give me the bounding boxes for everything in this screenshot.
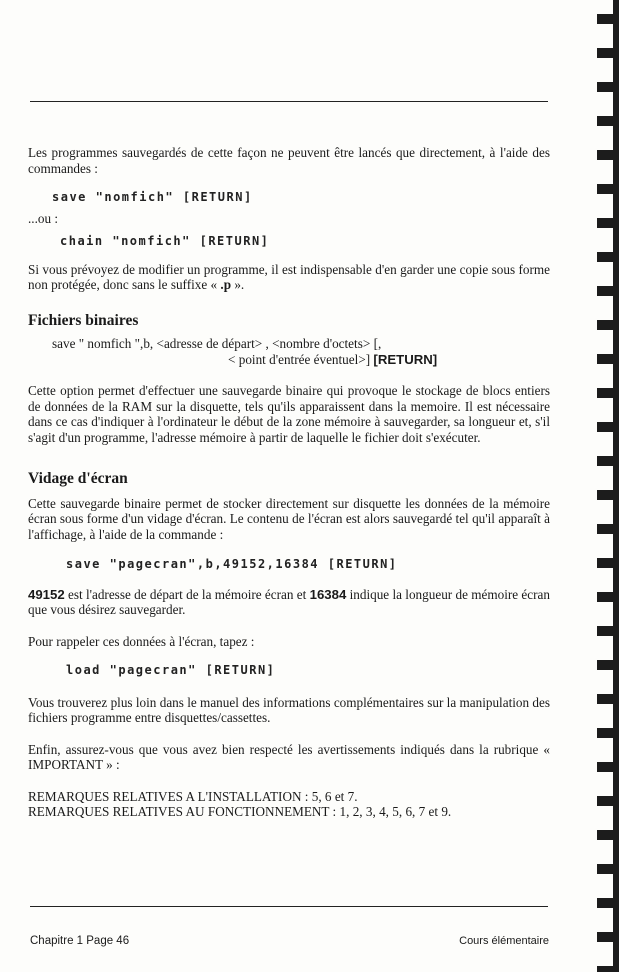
paragraph-saved-programs: Les programmes sauvegardés de cette façon ne peuvent être lancés que directement, à l'aide des commandes : xyxy=(28,145,550,176)
code-save: save "nomfich" [RETURN] xyxy=(52,190,253,204)
heading-screen-dump: Vidage d'écran xyxy=(28,470,128,487)
footer-course-title: Cours élémentaire xyxy=(459,935,549,947)
paragraph-protection: Si vous prévoyez de modifier un programme, il est indispensable d'en garder une copie sous forme non protégée, donc sans le suffixe « .p ». xyxy=(28,261,550,292)
paragraph-warnings: Enfin, assurez-vous que vous avez bien respecté les avertissements indiqués dans la rubrique « IMPORTANT » : xyxy=(28,741,550,772)
heading-binary-files: Fichiers binaires xyxy=(28,311,139,329)
footer-page-number: Chapitre 1 Page 46 xyxy=(30,935,130,947)
remark-installation: REMARQUES RELATIVES A L'INSTALLATION : 5, 6 et 7. xyxy=(28,788,358,804)
paragraph-screen-dump: Cette sauvegarde binaire permet de stocker directement sur disquette les données de la mémoire écran sous forme d'un vidage d'écran. Le contenu de l'écran est alors sauvegardé tel qu'il apparaît à l'affichage, à l'aide de la commande : xyxy=(28,495,550,542)
or-text: ...ou : xyxy=(28,210,59,226)
paragraph-recall: Pour rappeler ces données à l'écran, tapez : xyxy=(28,633,255,649)
paragraph-more-info: Vous trouverez plus loin dans le manuel des informations complémentaires sur la manipulation des fichiers programme entre disquettes/cassettes. xyxy=(28,694,550,725)
syntax-line-1: save " nomfich ",b, <adresse de départ> , <nombre d'octets> [, xyxy=(52,336,382,351)
code-load: load "pagecran" [RETURN] xyxy=(66,663,276,677)
top-rule xyxy=(30,101,548,102)
spiral-binding-edge xyxy=(597,0,619,972)
bottom-rule xyxy=(30,906,548,907)
suffix-p: .p xyxy=(220,277,232,292)
paragraph-addresses: 49152 est l'adresse de départ de la mémoire écran et 16384 indique la longueur de mémoire écran que vous désirez sauvegarder. xyxy=(28,586,550,617)
paragraph-binary-save: Cette option permet d'effectuer une sauvegarde binaire qui provoque le stockage de blocs entiers de données de la RAM sur la disquette, tels qu'ils apparaissent dans la memoire. Il est nécessaire dans ce cas d'indiquer à l'ordinateur le début de la zone mémoire à sauvegarder, sa longueur et, s'il s'agit d'un programme, l'adresse mémoire à partir de laquelle le fichier doit s'exécuter. xyxy=(28,383,550,445)
code-chain: chain "nomfich" [RETURN] xyxy=(60,234,270,248)
syntax-line-2: < point d'entrée éventuel>] [RETURN] xyxy=(228,351,438,367)
remark-operation: REMARQUES RELATIVES AU FONCTIONNEMENT : 1, 2, 3, 4, 5, 6, 7 et 9. xyxy=(28,804,452,819)
code-save-screen: save "pagecran",b,49152,16384 [RETURN] xyxy=(66,557,398,571)
page-body xyxy=(28,145,550,820)
